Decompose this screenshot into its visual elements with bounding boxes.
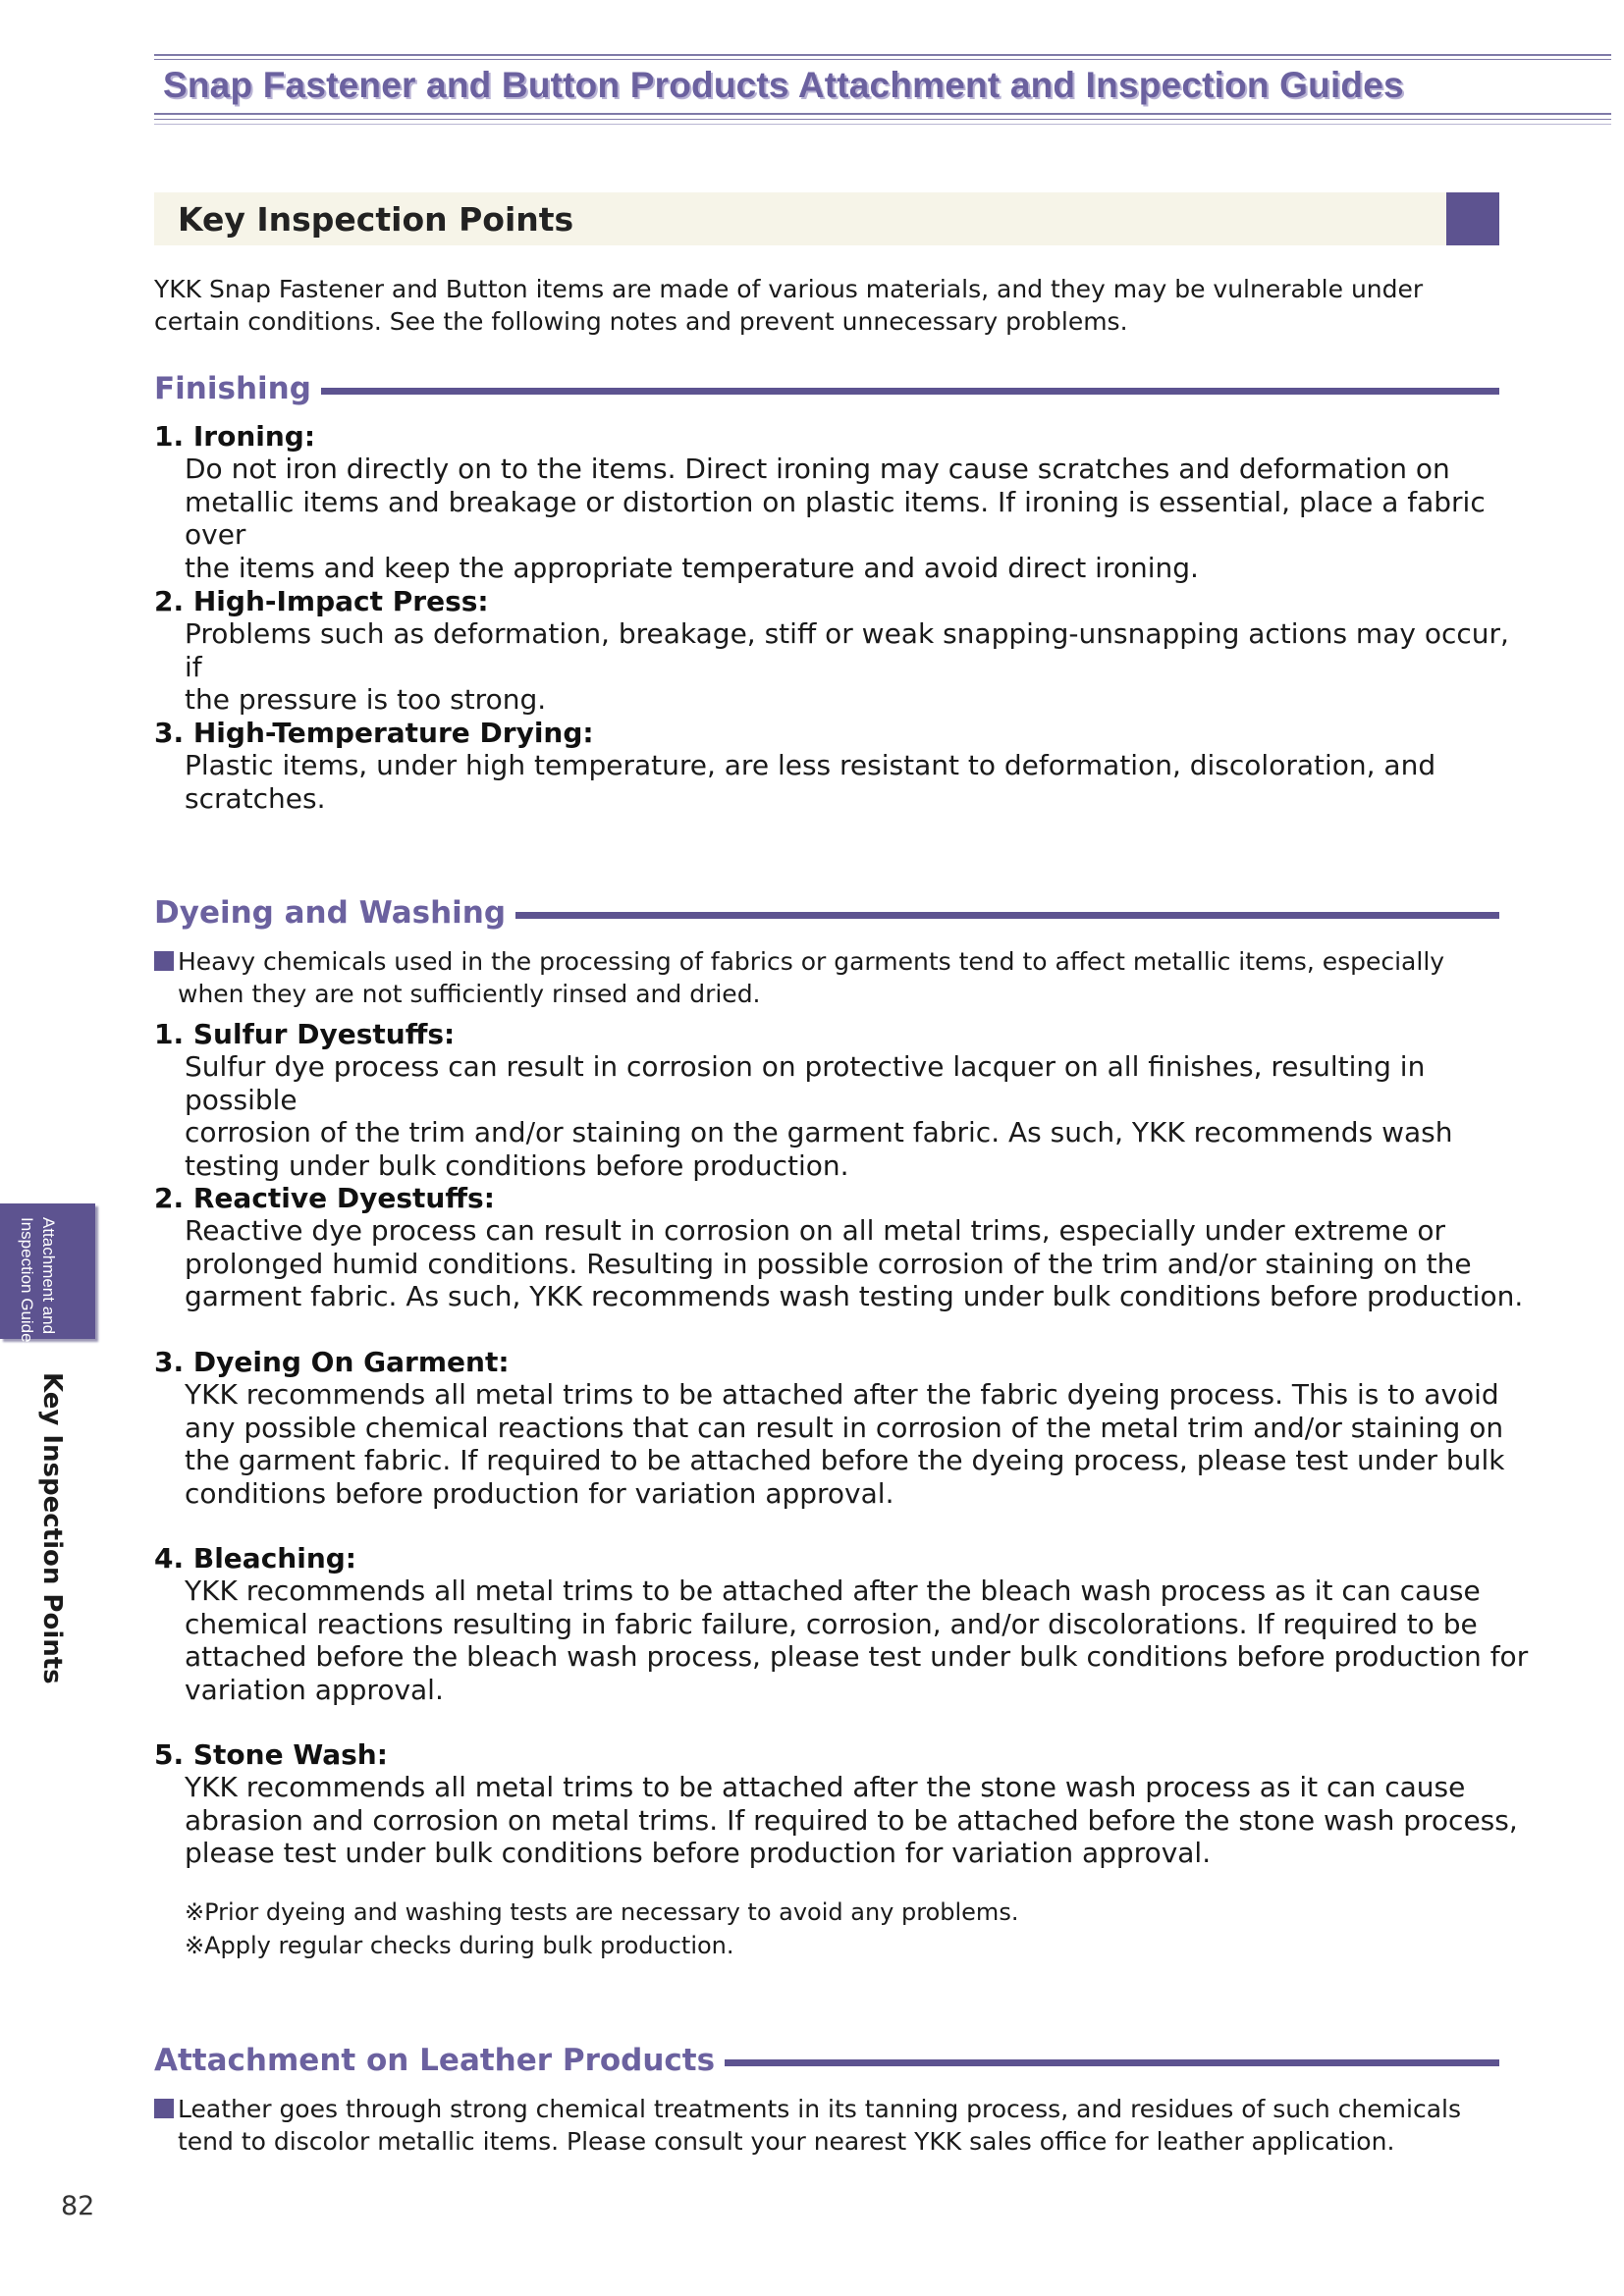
section-title: Finishing	[154, 371, 311, 406]
item-line: variation approval.	[185, 1673, 444, 1706]
note-text: Heavy chemicals used in the processing of fabrics or garments tend to affect metallic items, especially	[178, 947, 1445, 976]
item-line: Problems such as deformation, breakage, stiff or weak snapping-unsnapping actions may occur, if	[185, 617, 1509, 683]
square-bullet-icon	[154, 2099, 174, 2118]
square-bullet-icon	[154, 951, 174, 971]
item-heading: 1. Sulfur Dyestuffs:	[154, 1018, 456, 1050]
header-rule	[154, 119, 1611, 120]
item-line: the pressure is too strong.	[185, 683, 547, 716]
item-line: abrasion and corrosion on metal trims. If required to be attached before the stone wash process,	[185, 1803, 1518, 1837]
item-line: the garment fabric. If required to be attached before the dyeing process, please test under bulk	[185, 1444, 1505, 1476]
note-line	[154, 945, 1529, 978]
item-heading: 2. High-Impact Press:	[154, 585, 489, 617]
item-heading: 4. Bleaching:	[154, 1542, 356, 1575]
footnote: ※Apply regular checks during bulk production.	[185, 1932, 734, 1959]
side-tab-line: Attachment and	[39, 1217, 58, 1335]
section-heading-leather	[154, 2043, 1499, 2078]
item-heading: 2. Reactive Dyestuffs:	[154, 1182, 495, 1214]
item-line: conditions before production for variation approval.	[185, 1476, 894, 1510]
item-body	[154, 1575, 1529, 1706]
intro-line: YKK Snap Fastener and Button items are made of various materials, and they may be vulnerable under	[154, 275, 1424, 303]
item-line: please test under bulk conditions before production for variation approval.	[185, 1837, 1212, 1869]
header-rule	[154, 124, 1611, 125]
item-line: prolonged humid conditions. Resulting in possible corrosion of the trim and/or staining on the	[185, 1247, 1472, 1280]
item-line: Reactive dye process can result in corrosion on all metal trims, especially under extreme or	[185, 1214, 1446, 1247]
item-body	[154, 617, 1529, 717]
intro-paragraph	[154, 273, 1529, 338]
section-banner	[154, 192, 1493, 245]
item-body	[154, 749, 1529, 815]
section-title: Dyeing and Washing	[154, 895, 507, 931]
item-line: Do not iron directly on to the items. Direct ironing may cause scratches and deformation on	[185, 453, 1450, 485]
page-number: 82	[61, 2191, 95, 2221]
side-tab-line: Inspection Guides	[18, 1217, 36, 1352]
section-rule	[515, 912, 1499, 919]
item-line: testing under bulk conditions before production.	[185, 1148, 849, 1182]
item-body	[154, 1214, 1529, 1313]
header-rule	[154, 59, 1611, 60]
item-stone-wash	[154, 1738, 1529, 1870]
note-line: when they are not sufficiently rinsed and dried.	[178, 980, 761, 1008]
item-heading: 3. Dyeing On Garment:	[154, 1346, 510, 1378]
banner-accent-block	[1446, 192, 1499, 245]
leather-note	[154, 2093, 1529, 2158]
item-dyeing-on-garment	[154, 1346, 1529, 1510]
header-rule	[154, 54, 1611, 56]
footnote: ※Prior dyeing and washing tests are necessary to avoid any problems.	[185, 1898, 1019, 1926]
section-title: Attachment on Leather Products	[154, 2043, 716, 2078]
side-section-label: Key Inspection Points	[37, 1372, 67, 1684]
note-text: Leather goes through strong chemical treatments in its tanning process, and residues of such chemicals	[178, 2095, 1461, 2123]
item-body	[154, 1050, 1529, 1182]
item-body	[154, 1771, 1529, 1870]
item-line: YKK recommends all metal trims to be attached after the bleach wash process as it can cause	[185, 1575, 1481, 1607]
note-line	[154, 2093, 1529, 2125]
header-rule	[154, 113, 1611, 115]
note-line: tend to discolor metallic items. Please consult your nearest YKK sales office for leather application.	[178, 2127, 1395, 2156]
intro-line: certain conditions. See the following notes and prevent unnecessary problems.	[154, 307, 1128, 336]
item-heading: 3. High-Temperature Drying:	[154, 717, 594, 749]
section-rule	[725, 2059, 1499, 2066]
item-line: attached before the bleach wash process, please test under bulk conditions before production for	[185, 1640, 1529, 1673]
item-line: scratches.	[185, 781, 326, 815]
item-heading: 5. Stone Wash:	[154, 1738, 388, 1771]
item-line: metallic items and breakage or distortion on plastic items. If ironing is essential, place a fabric over	[185, 485, 1486, 551]
item-heading: 1. Ironing:	[154, 420, 316, 453]
item-body	[154, 1378, 1529, 1510]
dyeing-note	[154, 945, 1529, 1010]
item-ironing	[154, 420, 1529, 584]
item-line: any possible chemical reactions that can result in corrosion of the metal trim and/or staining on	[185, 1411, 1504, 1444]
item-line: Sulfur dye process can result in corrosion on protective lacquer on all finishes, resulting in possible	[185, 1050, 1426, 1116]
section-heading-finishing	[154, 371, 1499, 406]
item-line: garment fabric. As such, YKK recommends wash testing under bulk conditions before production.	[185, 1280, 1524, 1312]
item-reactive-dyestuffs	[154, 1182, 1529, 1313]
item-bleaching	[154, 1542, 1529, 1706]
section-heading-dyeing	[154, 895, 1499, 931]
item-high-temperature-drying	[154, 717, 1529, 815]
item-line: corrosion of the trim and/or staining on the garment fabric. As such, YKK recommends wash	[185, 1116, 1453, 1148]
page-title: Snap Fastener and Button Products Attachment and Inspection Guides	[163, 65, 1404, 105]
item-sulfur-dyestuffs	[154, 1018, 1529, 1182]
side-tab-text	[16, 1217, 59, 1351]
item-line: YKK recommends all metal trims to be attached after the fabric dyeing process. This is to avoid	[185, 1378, 1499, 1411]
item-line: the items and keep the appropriate temperature and avoid direct ironing.	[185, 551, 1199, 584]
section-banner-title: Key Inspection Points	[178, 200, 574, 239]
item-line: YKK recommends all metal trims to be attached after the stone wash process as it can cause	[185, 1771, 1466, 1803]
section-rule	[321, 388, 1499, 395]
item-high-impact-press	[154, 585, 1529, 717]
item-line: chemical reactions resulting in fabric failure, corrosion, and/or discolorations. If required to be	[185, 1607, 1478, 1640]
item-body	[154, 453, 1529, 584]
item-line: Plastic items, under high temperature, are less resistant to deformation, discoloration, and	[185, 749, 1436, 781]
